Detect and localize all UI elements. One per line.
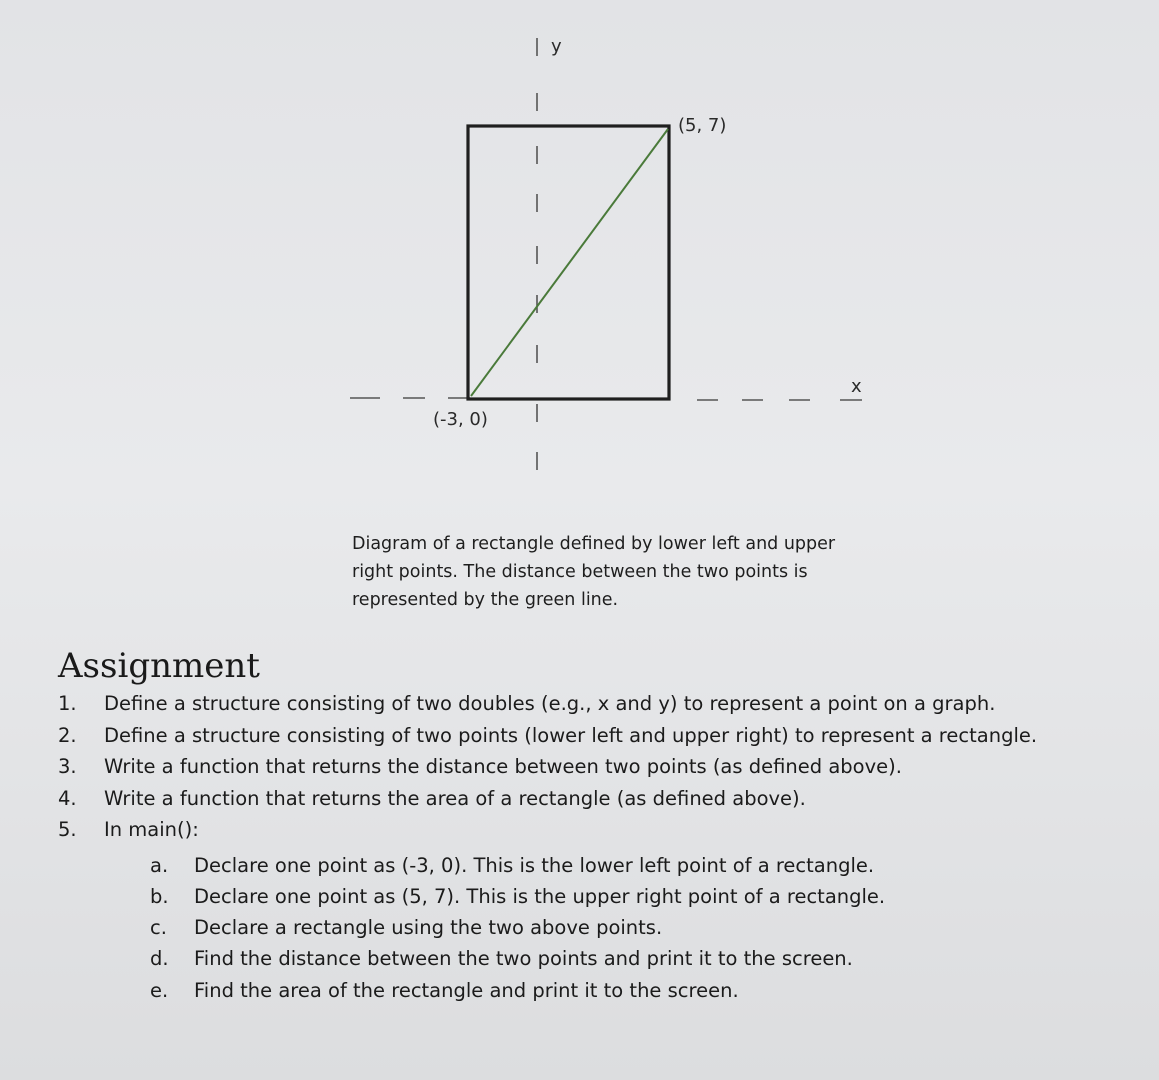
step-text: Define a structure consisting of two doubles (e.g., x and y) to represent a point on a graph. [104, 692, 996, 715]
list-item [150, 975, 1138, 1006]
substep-letter: a. [150, 853, 169, 877]
step-text: In main(): [104, 818, 199, 841]
substep-letter: b. [150, 884, 169, 908]
distance-diagonal [471, 129, 668, 396]
caption-line: Diagram of a rectangle defined by lower left and upper [352, 534, 836, 554]
step-text: Write a function that returns the area of a rectangle (as defined above). [104, 786, 806, 810]
substep-letter: e. [150, 978, 169, 1002]
step-number: 2. [58, 723, 77, 747]
lower-left-point-label: (-3, 0) [433, 409, 488, 430]
assignment-section [58, 646, 1138, 1006]
substep-text: Declare one point as (5, 7). This is the upper right point of a rectangle. [194, 884, 886, 908]
step-number: 5. [58, 818, 77, 841]
step-text: Define a structure consisting of two points (lower left and upper right) to represent a rectangle. [104, 723, 1038, 747]
rectangle-diagram [0, 0, 1159, 500]
step-number: 1. [58, 692, 77, 715]
assignment-heading: Assignment [58, 646, 260, 686]
substep-letter: c. [150, 916, 167, 940]
diagram-caption [352, 530, 842, 614]
substep-text: Find the area of the rectangle and print it to the screen. [194, 978, 739, 1002]
assignment-steps [58, 688, 1138, 846]
y-axis-label: y [551, 36, 562, 57]
upper-right-point-label: (5, 7) [678, 115, 727, 136]
list-item [150, 912, 1138, 943]
list-item [150, 881, 1138, 912]
caption-line: represented by the green line. [352, 590, 619, 610]
substep-text: Find the distance between the two points and print it to the screen. [194, 947, 853, 971]
list-item [58, 783, 1138, 815]
step-text: Write a function that returns the distance between two points (as defined above). [104, 755, 902, 778]
step-number: 3. [58, 755, 77, 778]
caption-line: right points. The distance between the two points is [352, 562, 808, 582]
list-item [58, 720, 1138, 752]
list-item [58, 814, 1138, 846]
substep-text: Declare a rectangle using the two above points. [194, 916, 663, 940]
x-axis-label: x [851, 376, 862, 397]
list-item [58, 688, 1138, 720]
list-item [150, 850, 1138, 881]
list-item [150, 943, 1138, 974]
substep-letter: d. [150, 947, 169, 971]
main-substeps [58, 850, 1138, 1006]
step-number: 4. [58, 786, 77, 810]
substep-text: Declare one point as (-3, 0). This is the lower left point of a rectangle. [194, 853, 875, 877]
list-item [58, 751, 1138, 783]
